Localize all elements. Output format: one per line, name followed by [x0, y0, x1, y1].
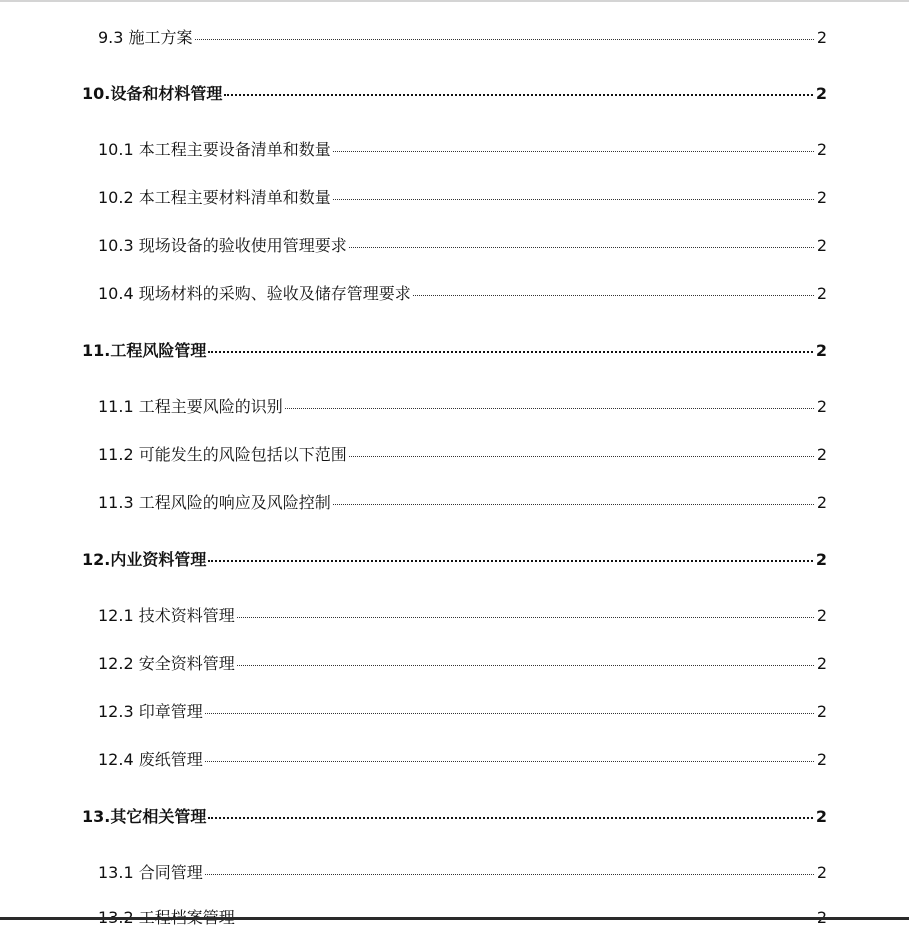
toc-entry-12-3[interactable] — [98, 699, 827, 722]
dot-leader — [333, 151, 814, 152]
toc-entry-10-3[interactable] — [98, 233, 827, 256]
toc-entry-11-3[interactable] — [98, 490, 827, 513]
toc-entry-page: 2 — [816, 702, 827, 721]
toc-entry-page: 2 — [816, 140, 827, 159]
dot-leader — [333, 504, 814, 505]
dot-leader — [208, 560, 813, 562]
toc-entry-title: 11.2 可能发生的风险包括以下范围 — [98, 445, 347, 464]
toc-entry-12-2[interactable] — [98, 651, 827, 674]
toc-entry-11-2[interactable] — [98, 442, 827, 465]
toc-entry-10-2[interactable] — [98, 185, 827, 208]
dot-leader — [224, 94, 813, 96]
dot-leader — [205, 874, 814, 875]
toc-entry-page: 2 — [816, 606, 827, 625]
toc-entry-page: 2 — [816, 654, 827, 673]
toc-entry-title: 12.2 安全资料管理 — [98, 654, 235, 673]
toc-entry-11-1[interactable] — [98, 394, 827, 417]
dot-leader — [205, 761, 814, 762]
toc-entry-title: 12.1 技术资料管理 — [98, 606, 235, 625]
toc-entry-page: 2 — [815, 84, 827, 103]
toc-entry-title: 13.1 合同管理 — [98, 863, 203, 882]
dot-leader — [349, 247, 814, 248]
page-top-border — [0, 0, 909, 2]
toc-entry-13[interactable] — [82, 804, 827, 827]
toc-entry-title: 11.1 工程主要风险的识别 — [98, 397, 283, 416]
dot-leader — [205, 713, 814, 714]
dot-leader — [349, 456, 814, 457]
toc-entry-page: 2 — [815, 550, 827, 569]
toc-entry-page: 2 — [816, 28, 827, 47]
dot-leader — [237, 617, 814, 618]
toc-entry-title: 10.3 现场设备的验收使用管理要求 — [98, 236, 347, 255]
toc-entry-title: 13.其它相关管理 — [82, 807, 207, 826]
toc-entry-page: 2 — [816, 863, 827, 882]
toc-entry-title: 12.4 废纸管理 — [98, 750, 203, 769]
dot-leader — [208, 817, 813, 819]
toc-entry-page: 2 — [816, 445, 827, 464]
toc-entry-12-1[interactable] — [98, 603, 827, 626]
toc-entry-11[interactable] — [82, 338, 827, 361]
toc-entry-page: 2 — [815, 807, 827, 826]
toc-entry-title: 9.3 施工方案 — [98, 28, 193, 47]
toc-entry-page: 2 — [816, 397, 827, 416]
toc-entry-title: 12.3 印章管理 — [98, 702, 203, 721]
dot-leader — [333, 199, 814, 200]
toc-entry-title: 10.1 本工程主要设备清单和数量 — [98, 140, 331, 159]
toc-entry-title: 12.内业资料管理 — [82, 550, 207, 569]
toc-entry-9-3[interactable] — [98, 25, 827, 48]
toc-entry-title: 10.设备和材料管理 — [82, 84, 223, 103]
toc-entry-page: 2 — [816, 188, 827, 207]
dot-leader — [237, 665, 814, 666]
toc-entry-page: 2 — [816, 750, 827, 769]
toc-entry-title: 11.3 工程风险的响应及风险控制 — [98, 493, 331, 512]
dot-leader — [285, 408, 814, 409]
toc-entry-12-4[interactable] — [98, 747, 827, 770]
toc-entry-10-4[interactable] — [98, 281, 827, 304]
toc-entry-10-1[interactable] — [98, 137, 827, 160]
toc-entry-12[interactable] — [82, 547, 827, 570]
dot-leader — [413, 295, 814, 296]
dot-leader — [208, 351, 813, 353]
toc-entry-page: 2 — [816, 284, 827, 303]
toc-entry-title: 10.4 现场材料的采购、验收及储存管理要求 — [98, 284, 411, 303]
toc-entry-page: 2 — [816, 493, 827, 512]
toc-entry-13-1[interactable] — [98, 860, 827, 883]
toc-entry-title: 10.2 本工程主要材料清单和数量 — [98, 188, 331, 207]
toc-entry-page: 2 — [816, 236, 827, 255]
toc-entry-10[interactable] — [82, 81, 827, 104]
toc-entry-title: 11.工程风险管理 — [82, 341, 207, 360]
toc-entry-page: 2 — [815, 341, 827, 360]
dot-leader — [195, 39, 814, 40]
